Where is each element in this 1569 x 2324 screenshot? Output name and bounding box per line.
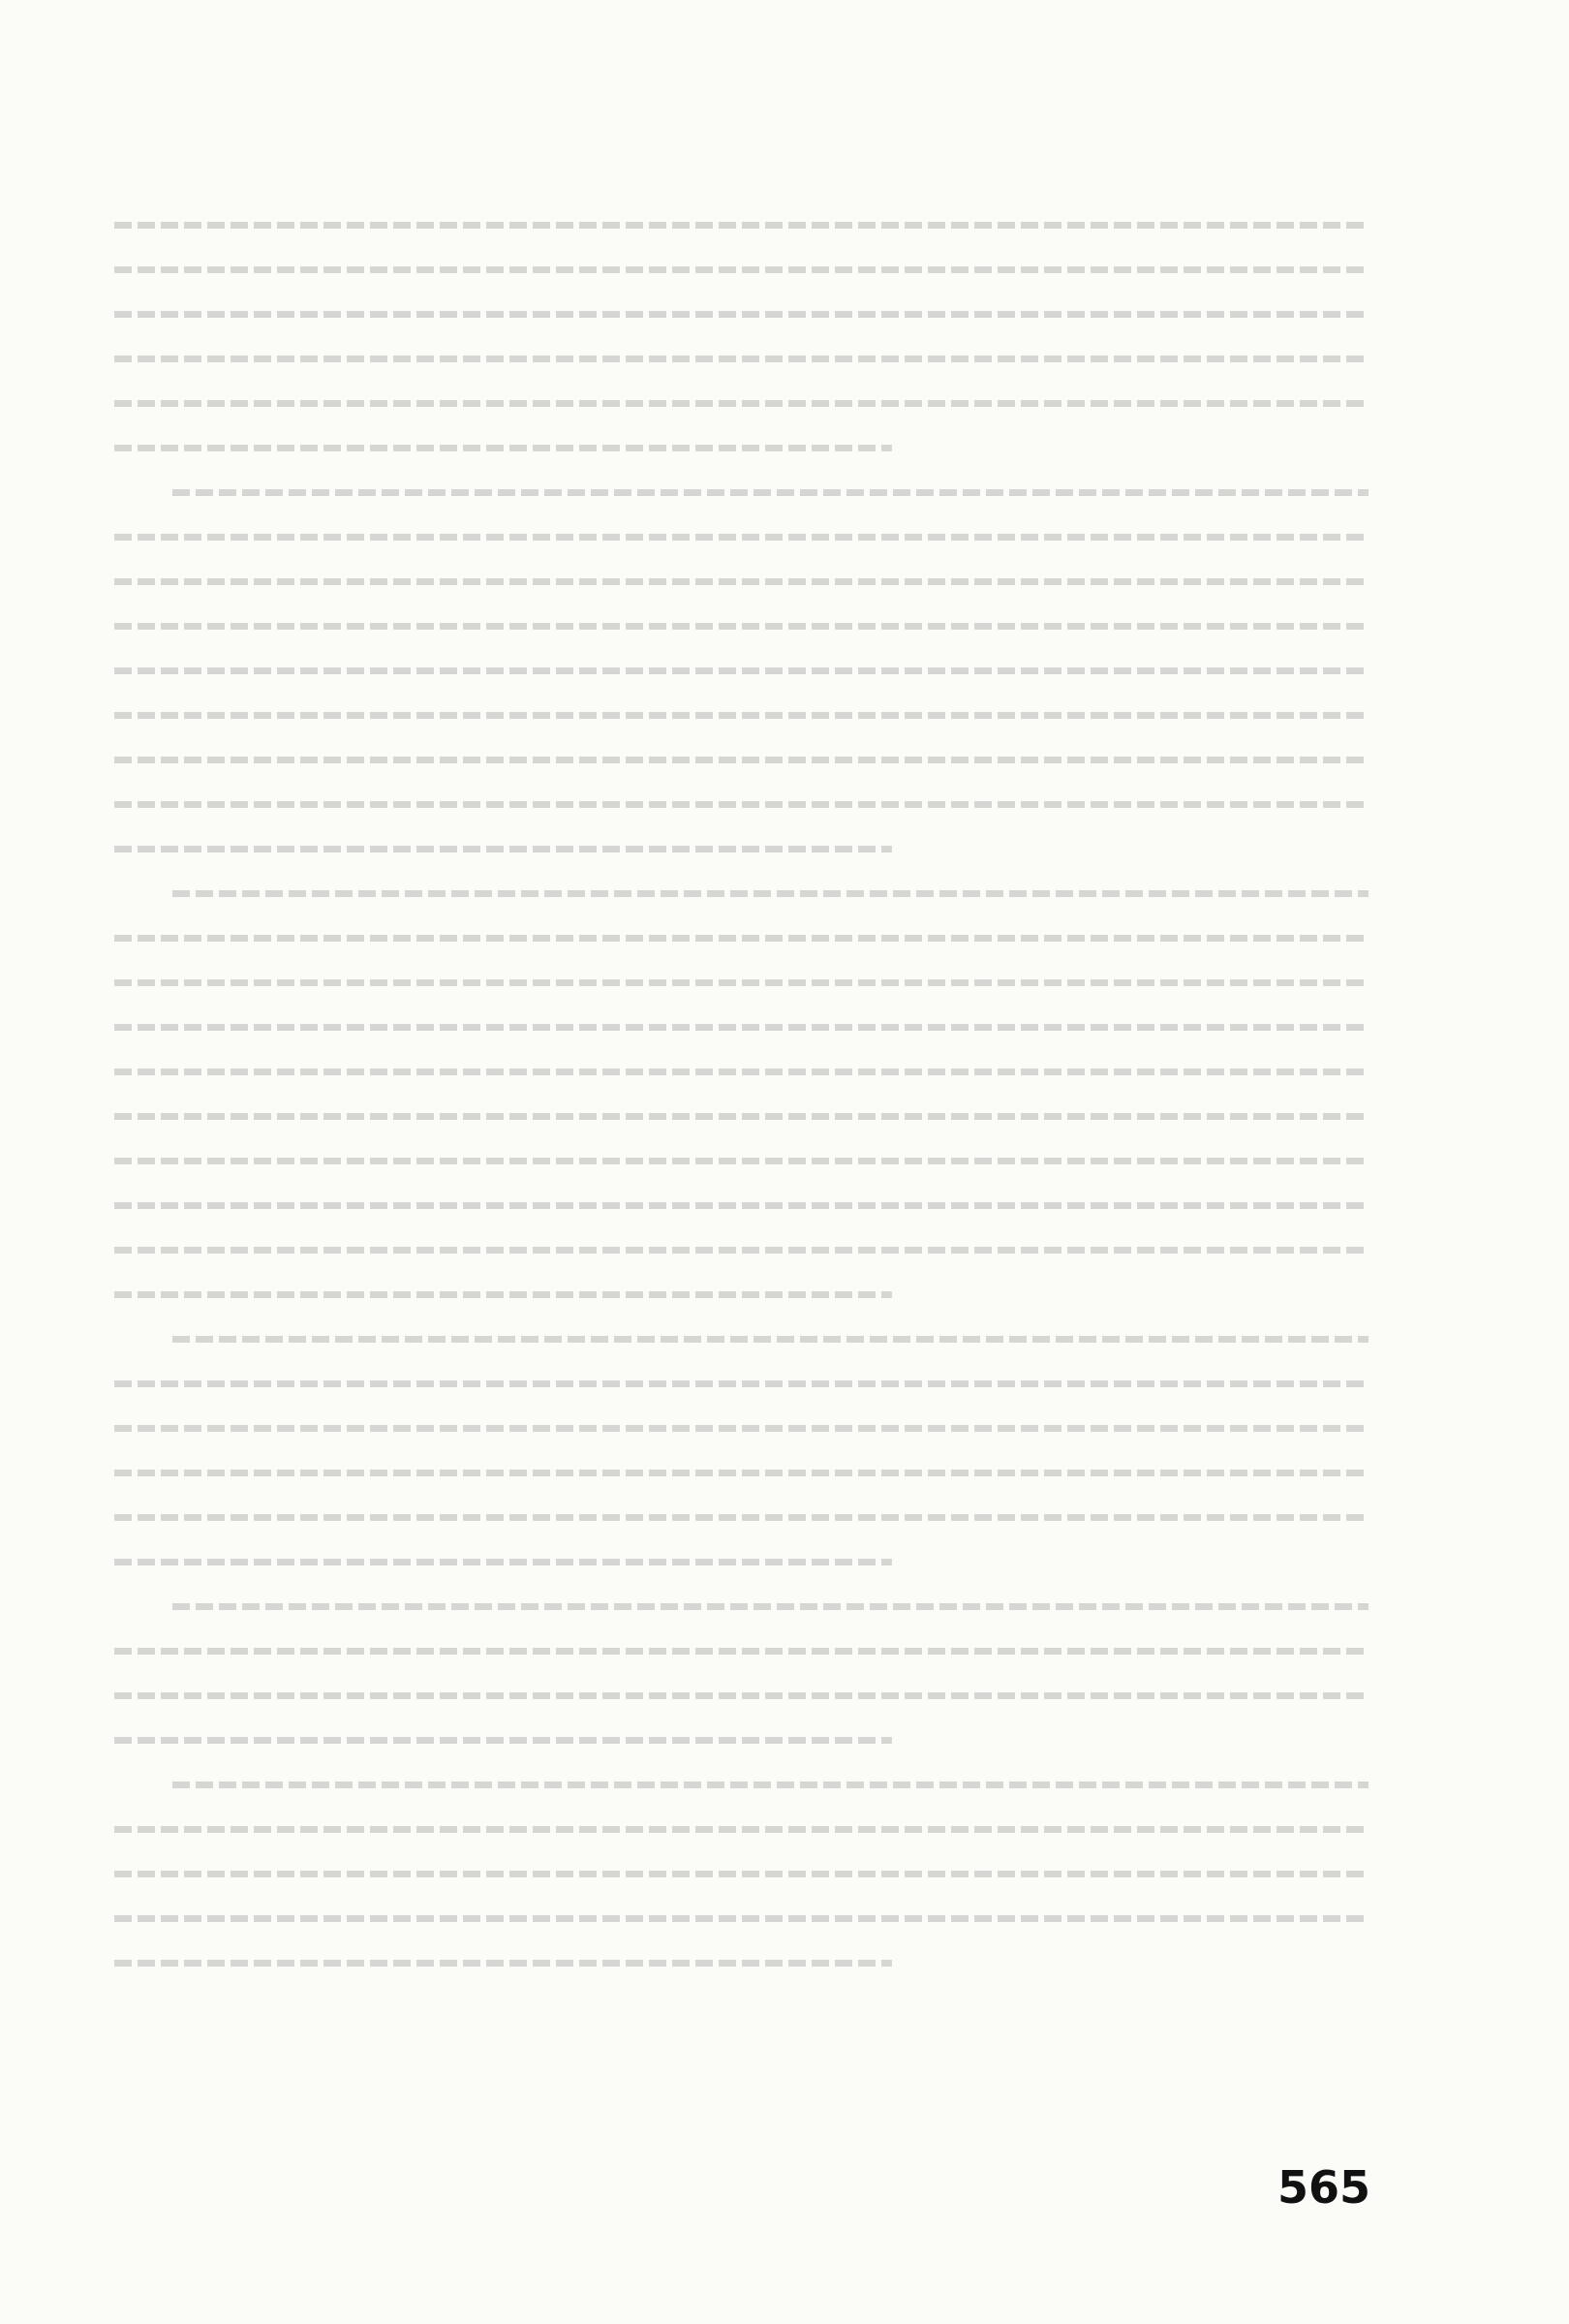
text-line	[114, 337, 1369, 380]
text-line	[114, 916, 1369, 959]
text-line	[114, 1006, 1369, 1048]
text-line	[114, 1362, 1369, 1405]
text-line	[114, 1852, 1369, 1895]
text-line	[114, 738, 1369, 781]
text-line	[114, 1317, 1369, 1360]
text-line	[114, 649, 1369, 692]
text-line	[114, 1451, 1369, 1494]
text-line	[114, 1095, 1369, 1137]
text-line	[114, 515, 1369, 558]
page-number: 565	[1277, 2161, 1370, 2214]
text-line	[114, 1897, 1369, 1939]
page-footer	[114, 2155, 1370, 2214]
text-line	[114, 604, 1369, 647]
text-line	[114, 961, 1369, 1004]
text-line	[114, 1629, 1369, 1672]
text-line	[114, 382, 1369, 424]
text-line	[114, 1719, 1369, 1761]
text-line	[114, 1941, 1369, 1984]
text-line	[114, 827, 1369, 870]
text-line	[114, 203, 1369, 246]
text-line	[114, 426, 1369, 469]
text-line	[114, 1540, 1369, 1583]
text-line	[114, 1496, 1369, 1538]
text-line	[114, 1763, 1369, 1806]
text-line	[114, 1674, 1369, 1717]
text-line	[114, 1585, 1369, 1627]
text-line	[114, 560, 1369, 603]
text-line	[114, 1273, 1369, 1316]
text-line	[114, 1184, 1369, 1226]
text-line	[114, 293, 1369, 335]
text-line	[114, 1139, 1369, 1182]
text-line	[114, 471, 1369, 513]
text-line	[114, 1407, 1369, 1449]
text-line	[114, 694, 1369, 736]
text-line	[114, 872, 1369, 914]
text-line	[114, 1050, 1369, 1093]
text-line	[114, 1808, 1369, 1850]
text-line	[114, 248, 1369, 291]
text-line	[114, 1228, 1369, 1271]
text-line	[114, 783, 1369, 825]
body-text-block	[114, 203, 1369, 2131]
